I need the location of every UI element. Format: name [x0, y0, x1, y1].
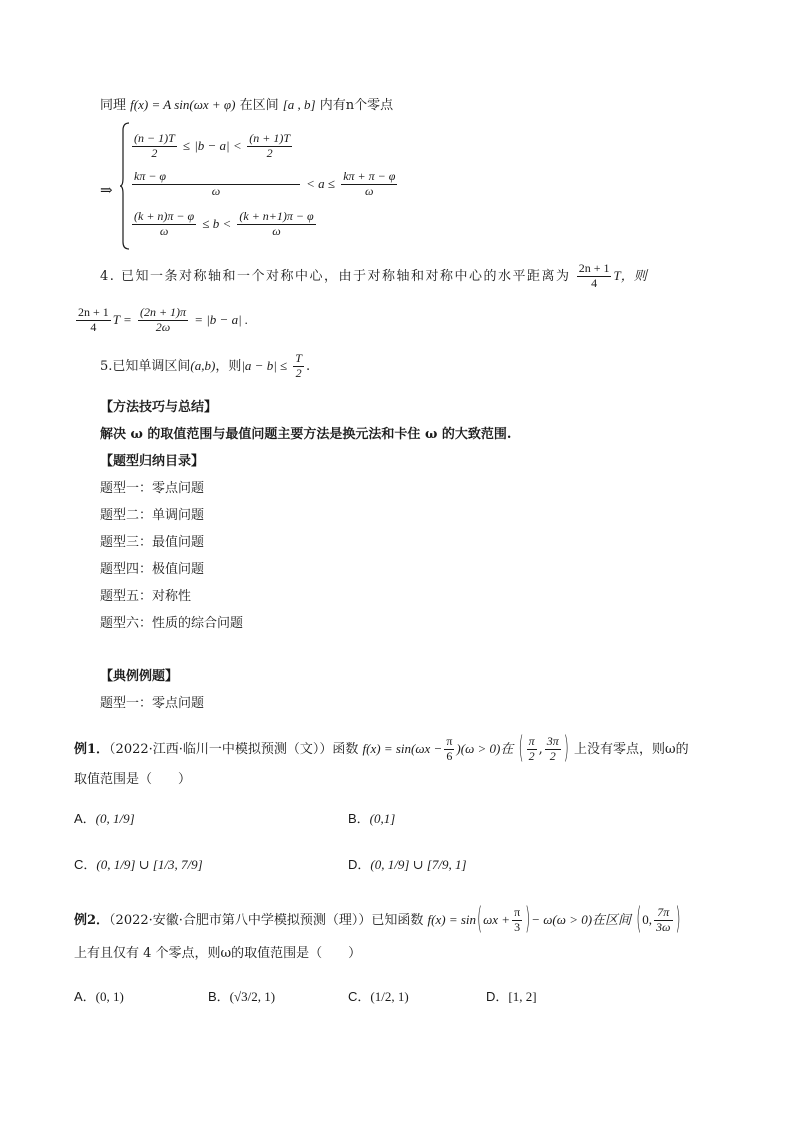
interval-expression: [a , b]: [282, 97, 316, 112]
fraction: [237, 210, 315, 239]
system-row-3: [130, 210, 318, 239]
option-text: (0, 1): [95, 989, 124, 1004]
catalog-item-1: 题型一：零点问题: [100, 481, 205, 496]
equation-end: = |b − a| .: [194, 311, 249, 327]
denominator: ω: [132, 184, 300, 199]
numerator: (k + n+1)π − φ: [239, 209, 314, 223]
option-text: (0, 1/9] ∪ [1/3, 7/9]: [96, 857, 203, 872]
relation: < a ≤: [306, 175, 336, 191]
option-label: C．: [348, 989, 371, 1004]
numerator: 7π: [657, 905, 670, 919]
left-paren-icon: (: [518, 732, 524, 767]
fraction: [293, 352, 304, 381]
fraction: [341, 170, 397, 199]
option-label: A．: [74, 989, 96, 1004]
interval-expression: (a,b): [190, 357, 216, 373]
example-1-line-2: 取值范围是（ ）: [74, 772, 192, 787]
option-label: C．: [74, 857, 97, 872]
method-heading: 【方法技巧与总结】: [100, 400, 218, 415]
denominator: ω: [132, 224, 196, 239]
fraction: [654, 906, 672, 935]
statement-prefix: 同理: [100, 98, 127, 113]
option-text: (0, 1/9] ∪ [7/9, 1]: [370, 857, 467, 872]
method-text: 解决 ω 的取值范围与最值问题主要方法是换元法和卡住 ω 的大致范围.: [100, 427, 512, 442]
examples-heading: 【典例例题】: [100, 669, 179, 684]
option-label: B．: [208, 989, 230, 1004]
denominator: 2: [293, 366, 304, 381]
denominator: ω: [341, 184, 397, 199]
item-4-line-2: [74, 306, 248, 335]
option-text: (1/2, 1): [370, 989, 409, 1004]
denominator: ω: [237, 224, 315, 239]
numerator: kπ + π − φ: [343, 169, 396, 183]
statement-suffix: 内有n个零点: [319, 98, 394, 113]
option-text: (0,1]: [369, 811, 396, 826]
inequality-expression: |a − b| ≤: [241, 357, 288, 373]
ex2-option-c[interactable]: [348, 990, 409, 1004]
option-text: [1, 2]: [508, 989, 537, 1004]
denominator: 4: [577, 276, 612, 291]
denominator: 4: [76, 320, 111, 335]
denominator: 3ω: [656, 919, 671, 934]
numerator: 2n + 1: [578, 261, 610, 275]
right-paren-icon: ): [563, 732, 569, 767]
equation-mid: T =: [112, 311, 132, 327]
item-4-line-1: [100, 262, 647, 291]
fraction: [138, 306, 188, 335]
condition: − ω(ω > 0)在区间: [531, 911, 632, 927]
numerator: (n − 1)T: [134, 131, 175, 145]
relation: <: [233, 137, 242, 153]
option-label: A．: [74, 811, 96, 826]
example-label: 例2．: [74, 912, 110, 928]
fraction: [132, 132, 177, 161]
catalog-item-3: 题型三：最值问题: [100, 535, 205, 550]
denominator: 2: [545, 749, 561, 764]
catalog-item-4: 题型四：极值问题: [100, 562, 205, 577]
denominator: 2: [247, 146, 292, 161]
numerator: π: [514, 905, 521, 919]
numerator: (2n + 1)π: [139, 305, 187, 319]
numerator: (n + 1)T: [249, 131, 290, 145]
fraction: [132, 210, 196, 239]
denominator: 2ω: [138, 320, 188, 335]
option-label: D．: [348, 857, 371, 872]
ex2-option-d[interactable]: [486, 990, 537, 1004]
type-1-heading: 题型一：零点问题: [100, 696, 205, 711]
numerator: 3π: [546, 734, 559, 748]
item-5-end: .: [305, 358, 311, 374]
item-5-mid: ，则: [215, 358, 242, 374]
catalog-heading: 【题型归纳目录】: [100, 454, 205, 469]
fraction: [444, 735, 454, 764]
example-2-line-1: 例2．（2022·安徽·合肥市第八中学模拟预测（理））已知函数 f(x) = sin(ωx + $\frac{\pi}{3}$ )− ω(ω > 0)在区间 (0, $\frac{7\pi}{3\omega}$ ): [74, 903, 681, 938]
fraction: [577, 262, 612, 291]
fraction: [512, 906, 522, 935]
catalog-item-6: 题型六：性质的综合问题: [100, 616, 244, 631]
inner-expression: ωx +: [483, 911, 511, 927]
catalog-item-5: 题型五：对称性: [100, 589, 192, 604]
fraction: [527, 735, 537, 764]
numerator: π: [528, 734, 535, 748]
example-2-line-2: 上有且仅有 4 个零点，则ω的取值范围是（ ）: [74, 946, 362, 961]
example-source: （2022·安徽·合肥市第八中学模拟预测（理））已知函数: [109, 912, 424, 928]
numerator: 2n + 1: [78, 305, 109, 319]
system-row-1: [130, 132, 294, 161]
example-source: （2022·江西·临川一中模拟预测（文））函数: [109, 741, 359, 757]
example-label: 例1．: [74, 741, 110, 757]
item-5-text: 5.已知单调区间: [100, 358, 191, 374]
implies-arrow: ⇒: [100, 183, 113, 199]
item-4-after: T，则: [613, 267, 647, 283]
numerator: (k + n)π − φ: [134, 209, 195, 223]
zero-count-statement: [100, 98, 393, 112]
numerator: T: [295, 351, 302, 365]
option-label: B．: [348, 811, 370, 826]
fraction: [132, 170, 300, 199]
numerator: π: [446, 734, 453, 748]
denominator: 6: [444, 749, 454, 764]
example-tail: 上没有零点，则ω的: [573, 741, 689, 757]
option-text: (0, 1/9]: [95, 811, 135, 826]
option-text: (√3/2, 1): [229, 989, 276, 1004]
abs-expression: |b − a|: [194, 137, 230, 153]
option-label: D．: [486, 989, 509, 1004]
denominator: 2: [527, 749, 537, 764]
ex1-option-c[interactable]: [74, 858, 203, 872]
item-4-text: 4. 已知一条对称轴和一个对称中心，由于对称轴和对称中心的水平距离为: [100, 268, 571, 284]
item-5: [100, 352, 310, 381]
fraction: [247, 132, 292, 161]
statement-mid: 在区间: [239, 98, 279, 113]
ex2-option-b[interactable]: [208, 990, 275, 1004]
function-expression: f(x) = sin(ωx −: [362, 740, 443, 756]
catalog-item-2: 题型二：单调问题: [100, 508, 205, 523]
fraction: [76, 306, 111, 335]
ex1-option-a[interactable]: [74, 812, 135, 826]
relation: ≤ b <: [202, 215, 232, 231]
left-paren-icon: (: [636, 903, 642, 938]
denominator: 2: [132, 146, 177, 161]
relation: ≤: [182, 137, 191, 153]
function-expression: f(x) = A sin(ωx + φ): [130, 97, 236, 112]
function-expression: f(x) = sin: [427, 911, 477, 927]
example-1-line-1: 例1．（2022·江西·临川一中模拟预测（文））函数 f(x) = sin(ωx − $\frac{\pi}{6}$ )(ω > 0)在 ( $\frac{\pi}{2}$ , $\frac{3\pi}{2}$ ) 上没有零点，则ω的: [74, 732, 689, 767]
right-paren-icon: ): [675, 903, 681, 938]
numerator: kπ − φ: [134, 169, 167, 183]
denominator: 3: [512, 920, 522, 935]
fraction: [545, 735, 561, 764]
condition: )(ω > 0)在: [456, 740, 514, 756]
ex2-option-a[interactable]: [74, 990, 124, 1004]
system-row-2: [130, 170, 399, 199]
ex1-option-d[interactable]: [348, 858, 467, 872]
left-paren-icon: (: [477, 903, 483, 938]
right-paren-icon: ): [525, 903, 531, 938]
ex1-option-b[interactable]: [348, 812, 395, 826]
